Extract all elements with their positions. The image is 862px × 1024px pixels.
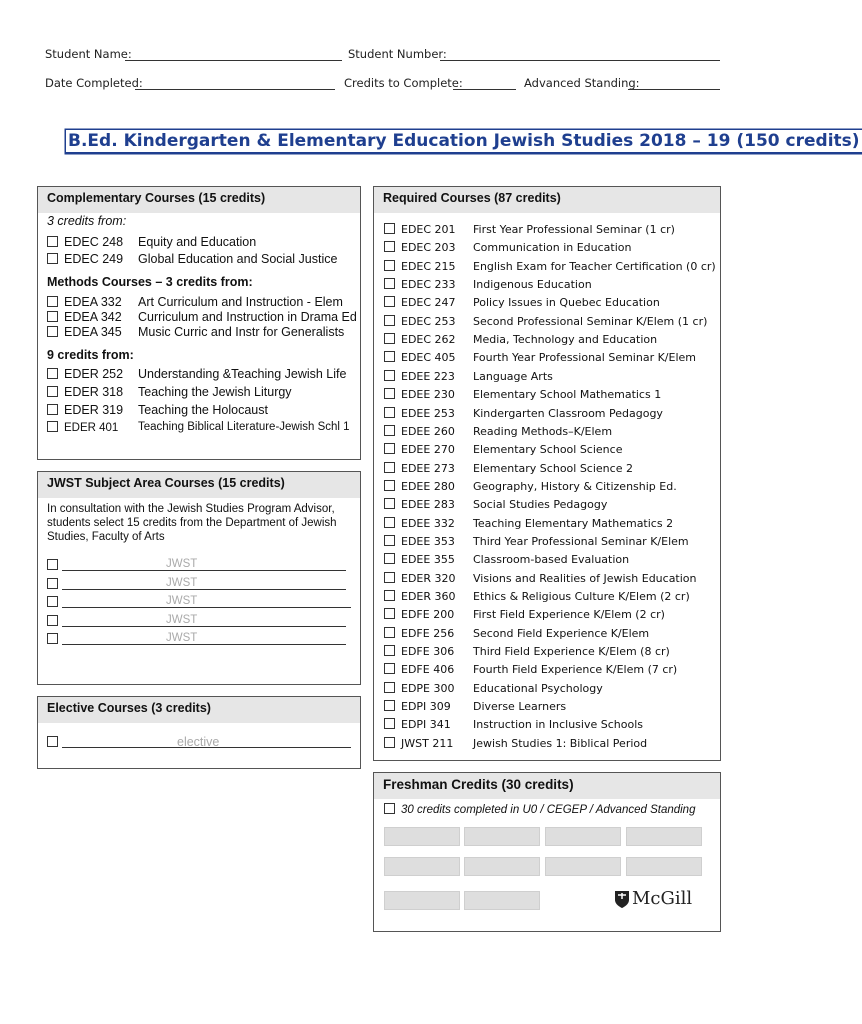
- required-course-row[interactable]: [384, 645, 454, 658]
- jwst-desc-3: Studies, Faculty of Arts: [47, 531, 165, 543]
- course-code: EDEE 223: [401, 369, 455, 383]
- mcgill-logo: McGill: [632, 888, 693, 909]
- required-course-row[interactable]: [384, 535, 455, 548]
- course-name: Third Field Experience K/Elem (8 cr): [473, 645, 670, 659]
- complementary-heading: Complementary Courses (15 credits): [38, 187, 360, 213]
- course-code: EDER 401: [64, 422, 119, 434]
- jwst-heading: JWST Subject Area Courses (15 credits): [38, 472, 360, 498]
- jewish-course-row[interactable]: [47, 403, 123, 417]
- course-code: EDEC 248: [64, 235, 124, 249]
- jwst-desc-1: In consultation with the Jewish Studies Program Advisor,: [47, 503, 335, 515]
- credits-to-complete-field[interactable]: [453, 89, 516, 90]
- student-name-row: [45, 47, 132, 61]
- jwst-line[interactable]: [62, 570, 346, 571]
- course-code: EDEE 273: [401, 461, 455, 475]
- checkbox[interactable]: [47, 559, 58, 570]
- checkbox[interactable]: [47, 368, 58, 379]
- complementary-sub1: 3 credits from:: [47, 214, 127, 228]
- course-name: Teaching Elementary Mathematics 2: [473, 516, 674, 530]
- checkbox[interactable]: [47, 578, 58, 589]
- jwst-line[interactable]: [62, 644, 346, 645]
- course-name: Understanding &Teaching Jewish Life: [138, 367, 347, 381]
- jwst-placeholder: JWST: [166, 595, 198, 607]
- complementary-course-row[interactable]: [47, 235, 123, 249]
- checkbox[interactable]: [47, 236, 58, 247]
- course-code: EDFE 200: [401, 608, 455, 622]
- required-course-row[interactable]: [384, 590, 456, 603]
- credit-entry-field[interactable]: [384, 827, 460, 846]
- required-course-row[interactable]: [384, 498, 455, 511]
- student-name-label: Student Name:: [45, 47, 132, 61]
- required-course-row[interactable]: [384, 517, 455, 530]
- checkbox[interactable]: [384, 296, 395, 307]
- course-code: EDEA 342: [64, 310, 122, 324]
- course-code: EDFE 406: [401, 663, 455, 677]
- required-course-row[interactable]: [384, 315, 456, 328]
- elective-heading: Elective Courses (3 credits): [38, 697, 360, 723]
- date-completed-field[interactable]: [135, 89, 335, 90]
- checkbox[interactable]: [384, 682, 395, 693]
- credit-entry-field[interactable]: [464, 857, 540, 876]
- elective-courses-box: [37, 696, 361, 769]
- mcgill-crest-icon: [614, 890, 630, 909]
- checkbox[interactable]: [384, 590, 395, 601]
- course-code: EDER 252: [64, 367, 124, 381]
- course-code: EDEE 230: [401, 388, 455, 402]
- course-name: Equity and Education: [138, 235, 257, 249]
- course-name: Visions and Realities of Jewish Education: [473, 571, 697, 585]
- course-code: EDEE 332: [401, 516, 455, 530]
- course-name: Music Curric and Instr for Generalists: [138, 325, 345, 339]
- course-code: EDPI 309: [401, 700, 451, 714]
- checkbox[interactable]: [384, 498, 395, 509]
- checkbox[interactable]: [384, 663, 395, 674]
- checkbox[interactable]: [47, 296, 58, 307]
- required-course-row[interactable]: [384, 737, 453, 750]
- checkbox[interactable]: [384, 462, 395, 473]
- course-name: Ethics & Religious Culture K/Elem (2 cr): [473, 590, 690, 603]
- jewish-course-row[interactable]: [47, 421, 118, 434]
- course-name: Geography, History & Citizenship Ed.: [473, 479, 677, 493]
- course-code: EDEC 215: [401, 259, 456, 273]
- course-name: Jewish Studies 1: Biblical Period: [473, 736, 648, 750]
- methods-course-row[interactable]: [47, 295, 122, 309]
- checkbox[interactable]: [384, 718, 395, 729]
- course-name: Second Professional Seminar K/Elem (1 cr): [473, 314, 708, 328]
- course-code: EDEC 247: [401, 296, 456, 310]
- required-course-row[interactable]: [384, 260, 456, 273]
- course-code: EDFE 306: [401, 645, 455, 659]
- checkbox[interactable]: [47, 596, 58, 607]
- credit-entry-field[interactable]: [545, 857, 621, 876]
- checkbox[interactable]: [384, 627, 395, 638]
- course-code: EDEE 280: [401, 479, 455, 493]
- checkbox[interactable]: [384, 315, 395, 326]
- course-name: Kindergarten Classroom Pedagogy: [473, 406, 663, 420]
- checkbox[interactable]: [384, 535, 395, 546]
- credits-to-complete-label: Credits to Complete:: [344, 76, 463, 90]
- checkbox[interactable]: [384, 407, 395, 418]
- course-name: Language Arts: [473, 369, 553, 383]
- required-course-row[interactable]: [384, 700, 451, 713]
- course-name: Indigenous Education: [473, 278, 592, 292]
- methods-course-row[interactable]: [47, 310, 122, 324]
- course-name: Art Curriculum and Instruction - Elem: [138, 295, 343, 309]
- course-name: Policy Issues in Quebec Education: [473, 296, 660, 310]
- course-name: First Field Experience K/Elem (2 cr): [473, 608, 665, 622]
- checkbox[interactable]: [384, 425, 395, 436]
- course-code: EDEC 262: [401, 333, 456, 347]
- student-number-label: Student Number:: [348, 47, 447, 61]
- course-name: Elementary School Mathematics 1: [473, 388, 662, 402]
- freshman-heading: Freshman Credits (30 credits): [374, 773, 720, 799]
- course-code: EDEC 233: [401, 278, 456, 292]
- required-course-row[interactable]: [384, 663, 454, 676]
- course-name: Third Year Professional Seminar K/Elem: [473, 534, 689, 548]
- required-course-row[interactable]: [384, 370, 455, 383]
- checkbox[interactable]: [47, 404, 58, 415]
- checkbox[interactable]: [384, 241, 395, 252]
- course-code: EDER 320: [401, 571, 456, 585]
- required-course-row[interactable]: [384, 443, 455, 456]
- required-course-row[interactable]: [384, 425, 455, 438]
- course-code: EDEE 260: [401, 424, 455, 438]
- credit-entry-field[interactable]: [464, 891, 540, 910]
- checkbox[interactable]: [384, 278, 395, 289]
- required-course-row[interactable]: [384, 480, 455, 493]
- course-name: Teaching the Jewish Liturgy: [138, 385, 292, 399]
- course-code: EDEE 253: [401, 406, 455, 420]
- course-name: Communication in Education: [473, 241, 632, 255]
- course-name: Curriculum and Instruction in Drama Ed: [138, 310, 357, 324]
- checkbox[interactable]: [384, 480, 395, 491]
- course-code: EDPE 300: [401, 681, 455, 695]
- jewish-course-row[interactable]: [47, 367, 123, 381]
- required-course-row[interactable]: [384, 351, 456, 364]
- methods-course-row[interactable]: [47, 325, 122, 339]
- course-code: EDER 360: [401, 590, 456, 603]
- advanced-standing-field[interactable]: [628, 89, 720, 90]
- checkbox[interactable]: [47, 253, 58, 264]
- freshman-item[interactable]: [384, 803, 695, 816]
- page-title: B.Ed. Kindergarten & Elementary Education Jewish Studies 2018 – 19 (150 credits): [68, 131, 860, 151]
- checkbox[interactable]: [384, 700, 395, 711]
- course-name: Global Education and Social Justice: [138, 252, 338, 266]
- course-code: EDFE 256: [401, 626, 455, 640]
- credit-entry-field[interactable]: [464, 827, 540, 846]
- jwst-line[interactable]: [62, 626, 346, 627]
- checkbox[interactable]: [384, 388, 395, 399]
- course-name: Elementary School Science 2: [473, 461, 633, 475]
- jwst-desc-2: students select 15 credits from the Department of Jewish: [47, 517, 337, 529]
- nine-credits-heading: 9 credits from:: [47, 348, 134, 362]
- jwst-placeholder: JWST: [166, 632, 198, 644]
- required-course-row[interactable]: [384, 608, 454, 621]
- elective-checkbox[interactable]: [47, 736, 58, 747]
- jwst-placeholder: JWST: [166, 558, 198, 570]
- course-code: EDEE 355: [401, 553, 455, 567]
- course-name: Reading Methods–K/Elem: [473, 424, 613, 438]
- required-course-row[interactable]: [384, 241, 456, 254]
- checkbox[interactable]: [47, 633, 58, 644]
- required-course-row[interactable]: [384, 407, 455, 420]
- checkbox[interactable]: [384, 260, 395, 271]
- course-name: Classroom-based Evaluation: [473, 553, 630, 567]
- checkbox[interactable]: [47, 311, 58, 322]
- course-code: EDEC 405: [401, 351, 456, 365]
- required-heading: Required Courses (87 credits): [374, 187, 720, 213]
- required-course-row[interactable]: [384, 572, 456, 585]
- checkbox[interactable]: [47, 615, 58, 626]
- checkbox[interactable]: [384, 553, 395, 564]
- course-code: EDEC 253: [401, 314, 456, 328]
- checkbox[interactable]: [384, 572, 395, 583]
- credit-entry-field[interactable]: [626, 857, 702, 876]
- checkbox[interactable]: [47, 326, 58, 337]
- course-code: EDEE 353: [401, 534, 455, 548]
- jwst-line[interactable]: [62, 589, 346, 590]
- elective-placeholder: elective: [177, 735, 220, 749]
- course-name: Diverse Learners: [473, 700, 567, 714]
- credit-entry-field[interactable]: [545, 827, 621, 846]
- freshman-item-label: 30 credits completed in U0 / CEGEP / Advanced Standing: [401, 804, 696, 816]
- course-name: Educational Psychology: [473, 681, 603, 695]
- course-code: EDEE 270: [401, 443, 455, 457]
- required-course-row[interactable]: [384, 627, 454, 640]
- required-course-row[interactable]: [384, 388, 455, 401]
- checkbox[interactable]: [47, 421, 58, 432]
- course-name: Social Studies Pedagogy: [473, 498, 608, 512]
- course-name: First Year Professional Seminar (1 cr): [473, 223, 675, 236]
- course-code: EDER 318: [64, 385, 124, 399]
- course-code: JWST 211: [401, 736, 454, 750]
- required-course-row[interactable]: [384, 278, 456, 291]
- jwst-placeholder: JWST: [166, 613, 198, 626]
- course-code: EDEA 345: [64, 325, 122, 339]
- credit-entry-field[interactable]: [384, 857, 460, 876]
- course-name: Teaching Biblical Literature-Jewish Schl 1: [138, 421, 350, 433]
- course-code: EDER 319: [64, 403, 124, 417]
- course-name: English Exam for Teacher Certification (0 cr): [473, 259, 716, 273]
- complementary-course-row[interactable]: [47, 252, 123, 266]
- jwst-placeholder: JWST: [166, 576, 198, 589]
- course-name: Fourth Year Professional Seminar K/Elem: [473, 351, 696, 365]
- required-course-row[interactable]: [384, 682, 455, 695]
- checkbox[interactable]: [47, 386, 58, 397]
- student-number-field[interactable]: [440, 60, 720, 61]
- checkbox[interactable]: [384, 737, 395, 748]
- date-completed-label: Date Completed:: [45, 76, 143, 90]
- freshman-checkbox[interactable]: [384, 803, 395, 814]
- checkbox[interactable]: [384, 333, 395, 344]
- student-name-field[interactable]: [125, 60, 342, 61]
- course-code: EDEC 203: [401, 241, 456, 255]
- required-course-row[interactable]: [384, 333, 456, 346]
- required-course-row[interactable]: [384, 553, 455, 566]
- advanced-standing-label: Advanced Standing:: [524, 76, 640, 90]
- checkbox[interactable]: [384, 517, 395, 528]
- course-name: Fourth Field Experience K/Elem (7 cr): [473, 663, 678, 677]
- checkbox[interactable]: [384, 351, 395, 362]
- checkbox[interactable]: [384, 223, 395, 234]
- course-code: EDEC 201: [401, 223, 456, 236]
- course-name: Elementary School Science: [473, 443, 623, 457]
- course-code: EDPI 341: [401, 718, 451, 732]
- jwst-line[interactable]: [62, 607, 351, 608]
- checkbox[interactable]: [384, 645, 395, 656]
- course-code: EDEA 332: [64, 295, 122, 309]
- required-course-row[interactable]: [384, 296, 456, 309]
- course-code: EDEC 249: [64, 252, 124, 266]
- course-name: Teaching the Holocaust: [138, 403, 268, 417]
- course-name: Media, Technology and Education: [473, 333, 658, 347]
- required-course-row[interactable]: [384, 462, 455, 475]
- course-code: EDEE 283: [401, 498, 455, 512]
- credit-entry-field[interactable]: [626, 827, 702, 846]
- checkbox[interactable]: [384, 443, 395, 454]
- jewish-course-row[interactable]: [47, 385, 123, 399]
- course-name: Instruction in Inclusive Schools: [473, 718, 643, 732]
- methods-courses-heading: Methods Courses – 3 credits from:: [47, 275, 253, 289]
- required-course-row[interactable]: [384, 223, 456, 236]
- course-name: Second Field Experience K/Elem: [473, 626, 650, 640]
- credit-entry-field[interactable]: [384, 891, 460, 910]
- checkbox[interactable]: [384, 608, 395, 619]
- checkbox[interactable]: [384, 370, 395, 381]
- required-course-row[interactable]: [384, 718, 451, 731]
